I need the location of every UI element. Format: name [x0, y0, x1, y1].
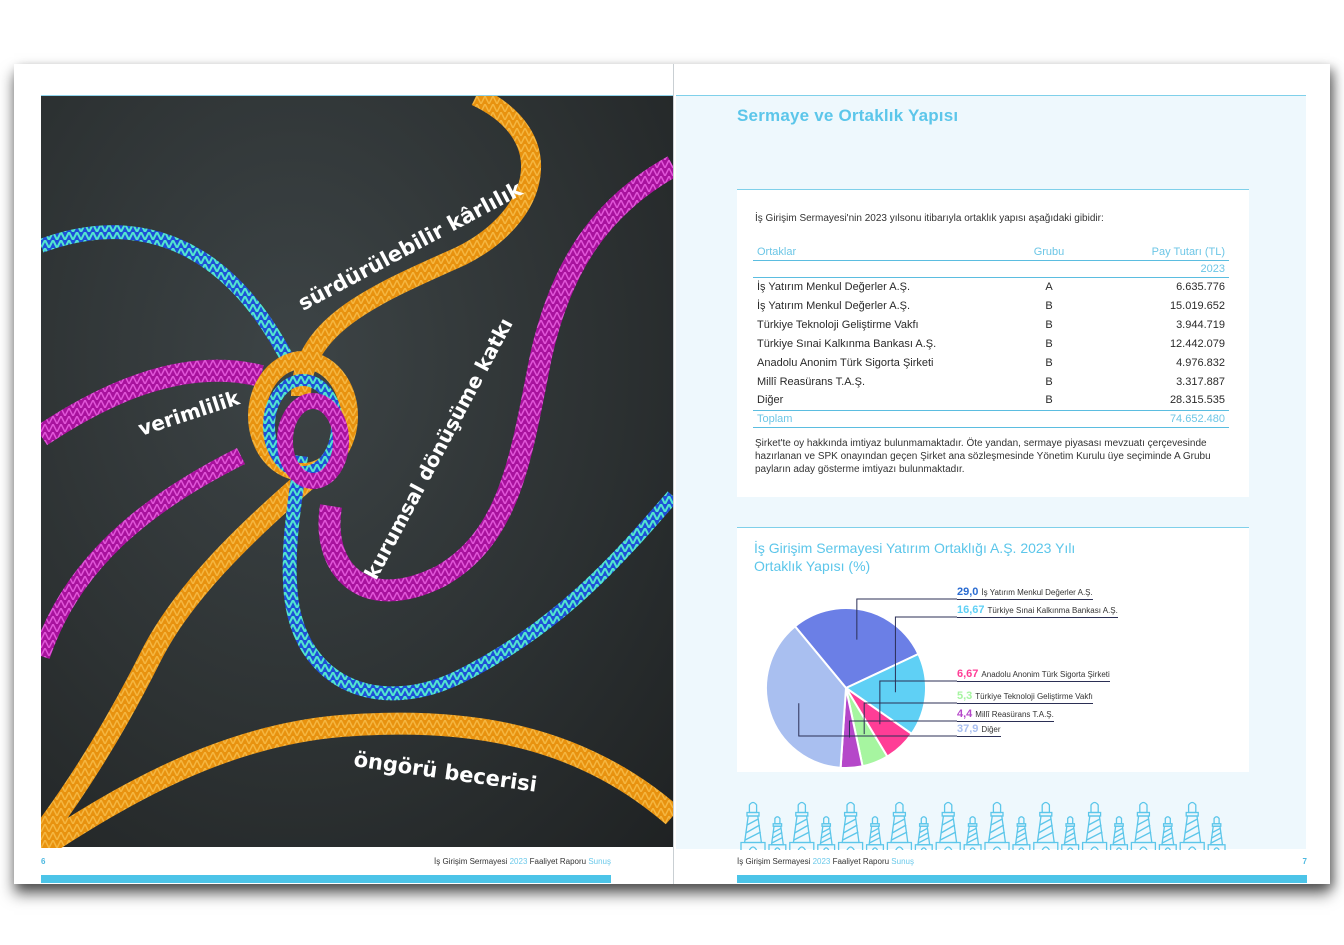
legend-value: 16,67	[957, 604, 985, 616]
partner-group: B	[1045, 375, 1053, 388]
partner-amount: 15.019.652	[1169, 299, 1225, 312]
col-partners: Ortaklar	[753, 243, 1009, 260]
lighthouse-icon	[790, 803, 814, 851]
pie-slices	[766, 608, 926, 768]
partner-name: Anadolu Anonim Türk Sigorta Şirketi	[757, 356, 934, 369]
chart-title: İş Girişim Sermayesi Yatırım Ortaklığı A.Ş. 2023 Yılı Ortaklık Yapısı (%)	[754, 540, 1076, 574]
lighthouse-icon	[818, 817, 835, 850]
lighthouse-icon	[867, 817, 884, 850]
legend-label: Diğer	[981, 725, 1001, 734]
rope-blue-top	[41, 232, 291, 366]
right-page-footer	[737, 857, 1307, 871]
lighthouse-icon	[936, 803, 960, 851]
lighthouse-icon	[1180, 803, 1204, 851]
right-page	[673, 64, 1330, 884]
partner-name: İş Yatırım Menkul Değerler A.Ş.	[757, 299, 911, 312]
lighthouse-icon	[887, 803, 911, 851]
lighthouse-pattern	[737, 794, 1307, 850]
footer-bar-right	[737, 875, 1307, 883]
footer-prefix: İş Girişim Sermayesi	[434, 857, 510, 866]
footer-bar-left	[41, 875, 611, 883]
table-intro: İş Girişim Sermayesi'nin 2023 yılsonu itibarıyla ortaklık yapısı aşağıdaki gibidir:	[755, 213, 1104, 224]
left-page-footer	[41, 857, 611, 871]
legend-value: 6,67	[957, 668, 979, 680]
partner-group: B	[1045, 318, 1053, 331]
table-year-row	[753, 260, 1229, 277]
table-row	[753, 334, 1229, 353]
table-row	[753, 391, 1229, 410]
partner-name: Diğer	[757, 394, 784, 407]
legend-label: İş Yatırım Menkul Değerler A.Ş.	[981, 588, 1093, 597]
label-efficiency: verimlilik	[135, 385, 243, 441]
rope-illustration	[41, 96, 673, 848]
lighthouse-icon	[839, 803, 863, 851]
lighthouse-icon	[741, 803, 765, 851]
footer-year: 2023	[812, 857, 831, 866]
ownership-chart-card	[737, 527, 1249, 772]
lighthouse-icon	[1111, 817, 1128, 850]
lighthouse-icon	[1062, 817, 1079, 850]
partner-name: İş Yatırım Menkul Değerler A.Ş.	[757, 280, 911, 293]
rope-orange-bottom	[41, 724, 673, 848]
partner-amount: 3.944.719	[1176, 318, 1225, 331]
label-institutional-transformation: kurumsal dönüşüme katkı	[359, 314, 518, 584]
footer-caption-left	[434, 857, 611, 866]
legend-value: 29,0	[957, 586, 979, 598]
privilege-note: Şirket'te oy hakkında imtiyaz bulunmamaktadır. Öte yandan, sermaye piyasası mevzuatı çerçevesinde hazırlanan ve SPK onayından geçen Şirket ana sözleşmesinde Yönetim Kurulu üye seçiminde A Grubu payların aday gösterme imtiyazı bulunmaktadır.	[755, 438, 1211, 475]
legend-item	[957, 586, 1093, 600]
footer-caption-right	[737, 857, 914, 866]
col-amount: Pay Tutarı (TL)	[1089, 243, 1229, 260]
lighthouse-icon	[1208, 817, 1225, 850]
partner-amount: 28.315.535	[1169, 394, 1225, 407]
table-total-row	[753, 410, 1229, 427]
table-header-row	[753, 243, 1229, 260]
table-row	[753, 315, 1229, 334]
legend-value: 4,4	[957, 708, 973, 720]
table-row	[753, 296, 1229, 315]
legend-item	[957, 668, 1110, 682]
total-label: Toplam	[753, 410, 1009, 427]
partner-amount: 4.976.832	[1176, 356, 1225, 369]
page-number-right: 7	[1302, 857, 1307, 866]
footer-section: Sunuş	[588, 857, 611, 866]
partner-name: Türkiye Teknoloji Geliştirme Vakfı	[757, 318, 919, 331]
lighthouse-icon	[1034, 803, 1058, 851]
partner-group: B	[1045, 356, 1053, 369]
page-number-left: 6	[41, 857, 46, 866]
legend-label: Türkiye Teknoloji Geliştirme Vakfı	[975, 692, 1093, 701]
left-page	[14, 64, 673, 884]
legend-label: Millî Reasürans T.A.Ş.	[975, 710, 1054, 719]
lighthouse-icon	[985, 803, 1009, 851]
table-row	[753, 353, 1229, 372]
lighthouse-icon	[915, 817, 932, 850]
table-row	[753, 277, 1229, 296]
lighthouse-icon	[1159, 817, 1176, 850]
lighthouse-icon	[1013, 817, 1030, 850]
partner-name: Türkiye Sınai Kalkınma Bankası A.Ş.	[757, 337, 937, 350]
partner-group: B	[1045, 337, 1053, 350]
footer-middle: Faaliyet Raporu	[830, 857, 892, 866]
partner-amount: 3.317.887	[1176, 375, 1225, 388]
legend-value: 5,3	[957, 690, 973, 702]
shareholder-table	[753, 243, 1229, 428]
footer-middle: Faaliyet Raporu	[527, 857, 589, 866]
legend-item	[957, 690, 1093, 704]
footer-prefix: İş Girişim Sermayesi	[737, 857, 813, 866]
footer-year: 2023	[509, 857, 528, 866]
partner-name: Millî Reasürans T.A.Ş.	[757, 375, 866, 388]
legend-item	[957, 604, 1118, 618]
legend-value: 37,9	[957, 723, 979, 735]
shareholder-table-card	[737, 189, 1249, 497]
label-sustainable-profitability: sürdürülebilir kârlılık	[294, 176, 527, 316]
lighthouse-icon	[964, 817, 981, 850]
lighthouse-icon	[1131, 803, 1155, 851]
partner-group: B	[1045, 299, 1053, 312]
table-row	[753, 372, 1229, 391]
total-amount: 74.652.480	[1089, 410, 1229, 427]
rope-knot-photo	[41, 95, 673, 847]
partner-group: A	[1045, 280, 1053, 293]
lighthouse-icon	[769, 817, 786, 850]
col-year: 2023	[1089, 260, 1229, 277]
lighthouse-icon	[1083, 803, 1107, 851]
label-foresight: öngörü becerisi	[352, 747, 539, 797]
page-title: Sermaye ve Ortaklık Yapısı	[737, 106, 959, 125]
legend-label: Anadolu Anonim Türk Sigorta Şirketi	[981, 670, 1110, 679]
partner-group: B	[1045, 394, 1053, 407]
legend-item	[957, 708, 1054, 722]
partner-amount: 12.442.079	[1169, 337, 1225, 350]
partner-amount: 6.635.776	[1176, 280, 1225, 293]
col-group: Grubu	[1009, 243, 1089, 260]
footer-section: Sunuş	[891, 857, 914, 866]
legend-item	[957, 723, 1001, 737]
legend-label: Türkiye Sınai Kalkınma Bankası A.Ş.	[987, 606, 1118, 615]
